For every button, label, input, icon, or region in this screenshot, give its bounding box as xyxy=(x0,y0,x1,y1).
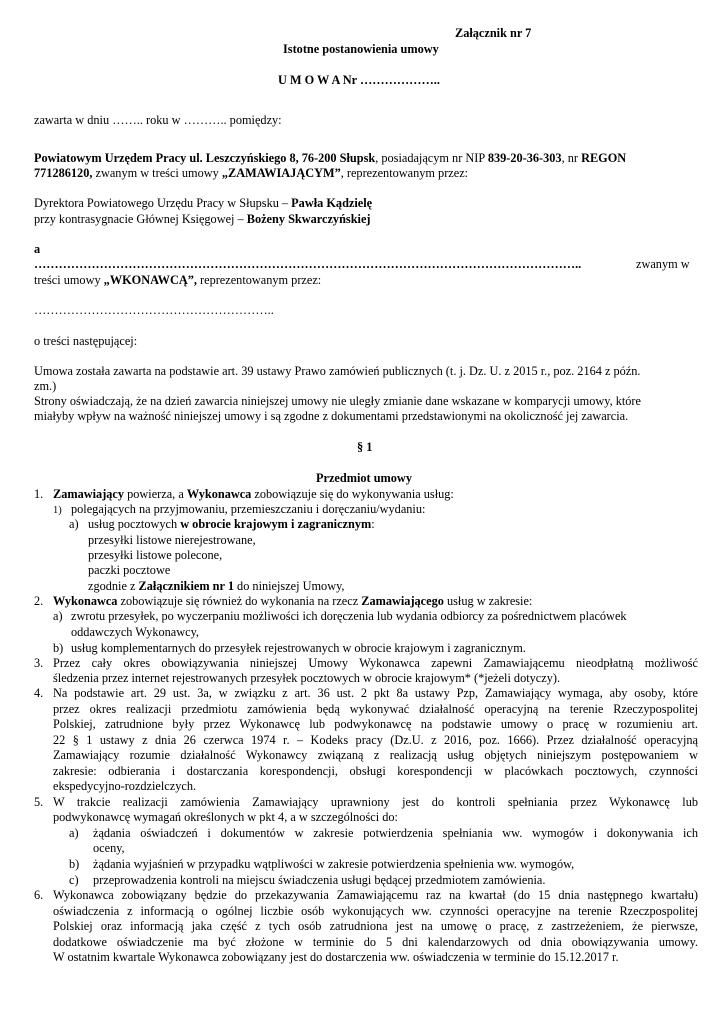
attachment-reference: zgodnie z Załącznikiem nr 1 do niniejszej Umowy, xyxy=(88,579,345,593)
item4-line: 22 § 1 ustawy z dnia 26 czerwca 1974 r. – Kodeks pracy (Dz.U. z 2016, poz. 1666). Przez działalność operacyjną xyxy=(53,733,698,747)
content-of-line: o treści następującej: xyxy=(34,334,138,348)
item5-number: 5. xyxy=(34,795,44,809)
item1-1a-text: usług pocztowych w obrocie krajowym i zagranicznym: xyxy=(88,517,375,531)
item4-line: Zamawiający rozumie działalność Wykonawcy związaną z realizacją usług objętych niniejszym postępowaniem w xyxy=(53,748,698,762)
item6-line: dodatkowe oświadczenie ma być złożone w terminie do 5 dni kalendarzowych od dnia obowiązywania umowy. xyxy=(53,935,698,949)
item1-1-text: polegających na przyjmowaniu, przemieszczaniu i doręczaniu/wydaniu: xyxy=(71,502,426,516)
item4-line: przez okres realizacji przedmiotu zamówienia będą wykonywać działalność operacyjną na terenie Rzeczypospolitej xyxy=(53,702,698,716)
statement-line2: miałyby wpływ na ważność niniejszej umowy i są zgodne z dokumentami przedstawionymi na okoliczność jej zawarcia. xyxy=(34,409,629,423)
party1-representative: Dyrektora Powiatowego Urzędu Pracy w Słupsku – Pawła Kądzielę xyxy=(34,196,373,210)
item3-line1: Przez cały okres obowiązywania niniejszej Umowy Wykonawca zapewni Zamawiającemu nieodpłatną możliwość xyxy=(53,656,698,670)
statement-line1: Strony oświadczają, że na dzień zawarcia niniejszej umowy nie uległy zmianie dane wskazane w komparycji umowy, które xyxy=(34,394,641,408)
party2-conjunction: a xyxy=(34,242,41,256)
item1-number: 1. xyxy=(34,487,44,501)
item3-line2: śledzenia przez internet rejestrowanych przesyłek pocztowych w obrocie krajowym* (*jeżeli dotyczy). xyxy=(53,671,561,685)
item2b-text: usług komplementarnych do przesyłek rejestrowanych w obrocie krajowym i zagranicznym. xyxy=(71,641,526,655)
item2a-number: a) xyxy=(53,609,63,623)
section-mark: § 1 xyxy=(357,440,373,454)
item6-line: W ostatnim kwartale Wykonawca zobowiązany jest do dostarczenia ww. oświadczenia w terminie do 15.12.2017 r. xyxy=(53,950,619,964)
item2-number: 2. xyxy=(34,594,44,608)
section-title: Przedmiot umowy xyxy=(316,471,412,485)
item1-1a-number: a) xyxy=(69,517,79,531)
type-list-item: przesyłki listowe nierejestrowane, xyxy=(88,533,256,547)
item5c-text: przeprowadzenia kontroli na miejscu świadczenia usługi będącej przedmiotem zamówienia. xyxy=(93,873,546,887)
party1-line2: 771286120, zwanym w treści umowy „ZAMAWIAJĄCYM”, reprezentowanym przez: xyxy=(34,166,469,180)
party2-called: zwanym w xyxy=(636,257,690,271)
item1-text: Zamawiający powierza, a Wykonawca zobowiązuje się do wykonywania usług: xyxy=(53,487,454,501)
item6-number: 6. xyxy=(34,888,44,902)
item3-number: 3. xyxy=(34,656,44,670)
item6-line: oświadczenia z informacją o ogólnej liczbie osób wykonujących ww. czynności operacyjne na terenie Rzeczpospolitej xyxy=(53,904,698,918)
item4-line: Na podstawie art. 29 ust. 3a, w związku z art. 36 ust. 2 pkt 8a ustawy Pzp, Zamawiający wymaga, aby osoby, które xyxy=(53,686,698,700)
concluded-line: zawarta w dniu …….. roku w ……….. pomiędzy: xyxy=(34,113,282,127)
attachment-label: Załącznik nr 7 xyxy=(455,26,532,40)
party1-countersign: przy kontrasygnacie Głównej Księgowej – Bożeny Skwarczyńskiej xyxy=(34,212,371,226)
item2-text: Wykonawca zobowiązuje się również do wykonania na rzecz Zamawiającego usług w zakresie: xyxy=(53,594,533,608)
party1-line1: Powiatowym Urzędem Pracy ul. Leszczyńskiego 8, 76-200 Słupsk, posiadającym nr NIP 839-20-36-303, nr REGON xyxy=(34,151,627,165)
item4-line: zakresie: odbierania i dostarczania korespondencji, obsługi korespondencji w placówkach pocztowych, czynności xyxy=(53,764,698,778)
party2-line2: treści umowy „WKONAWCĄ”, reprezentowanym przez: xyxy=(34,273,322,287)
item4-line: Polskiej, zatrudnione były przez Wykonawcę lub podwykonawcę na podstawie umowy o pracę w rozumieniu art. xyxy=(53,717,698,731)
item5a-line2: oceny, xyxy=(93,841,125,855)
item4-line: ekspedycyjno-rozdzielczych. xyxy=(53,779,197,793)
item5a-number: a) xyxy=(69,826,79,840)
item5a-line1: żądania oświadczeń i dokumentów w zakresie potwierdzenia spełniania ww. wymogów i dokonywania ich xyxy=(93,826,698,840)
item5c-number: c) xyxy=(69,873,79,887)
item5-line1: W trakcie realizacji zamówienia Zamawiający uprawniony jest do kontroli spełniania przez Wykonawcę lub xyxy=(53,795,698,809)
legal-basis-line2: zm.) xyxy=(34,379,57,393)
party2-line1: …………………………………………………………………………………………………………………….. xyxy=(34,257,582,271)
item2a-line1: zwrotu przesyłek, po wyczerpaniu możliwości ich doręczenia lub wydania odbiorcy za pośrednictwem placówek xyxy=(71,609,627,623)
item6-line: Polskiej oraz informacją jaka część z tych osób zatrudniona jest na umowę o pracę, z zastrzeżeniem, że pierwsze, xyxy=(53,919,698,933)
item1-1-number: 1) xyxy=(53,505,62,516)
type-list-item: paczki pocztowe xyxy=(88,563,171,577)
item5b-number: b) xyxy=(69,857,80,871)
item5-line2: podwykonawcę wymagań określonych w pkt 4, a w szczególności do: xyxy=(53,810,398,824)
contract-title: U M O W A Nr ……………….. xyxy=(278,73,440,87)
item6-line: Wykonawca zobowiązany będzie do przekazywania Zamawiającemu raz na kwartał (do 15 dnia następnego kwartału) xyxy=(53,888,698,902)
item2b-number: b) xyxy=(53,641,64,655)
item2a-line2: oddawczych Wykonawcy, xyxy=(71,625,199,639)
document-subtitle: Istotne postanowienia umowy xyxy=(283,42,439,56)
type-list-item: przesyłki listowe polecone, xyxy=(88,548,223,562)
item4-number: 4. xyxy=(34,686,44,700)
party2-representative-dots: ………………………………………………….. xyxy=(34,303,274,317)
item5b-text: żądania wyjaśnień w przypadku wątpliwości w zakresie potwierdzenia spełnienia ww. wymogów, xyxy=(93,857,575,871)
legal-basis-line1: Umowa została zawarta na podstawie art. 39 ustawy Prawo zamówień publicznych (t. j. Dz. U. z 2015 r., poz. 2164 z późn. xyxy=(34,364,641,378)
